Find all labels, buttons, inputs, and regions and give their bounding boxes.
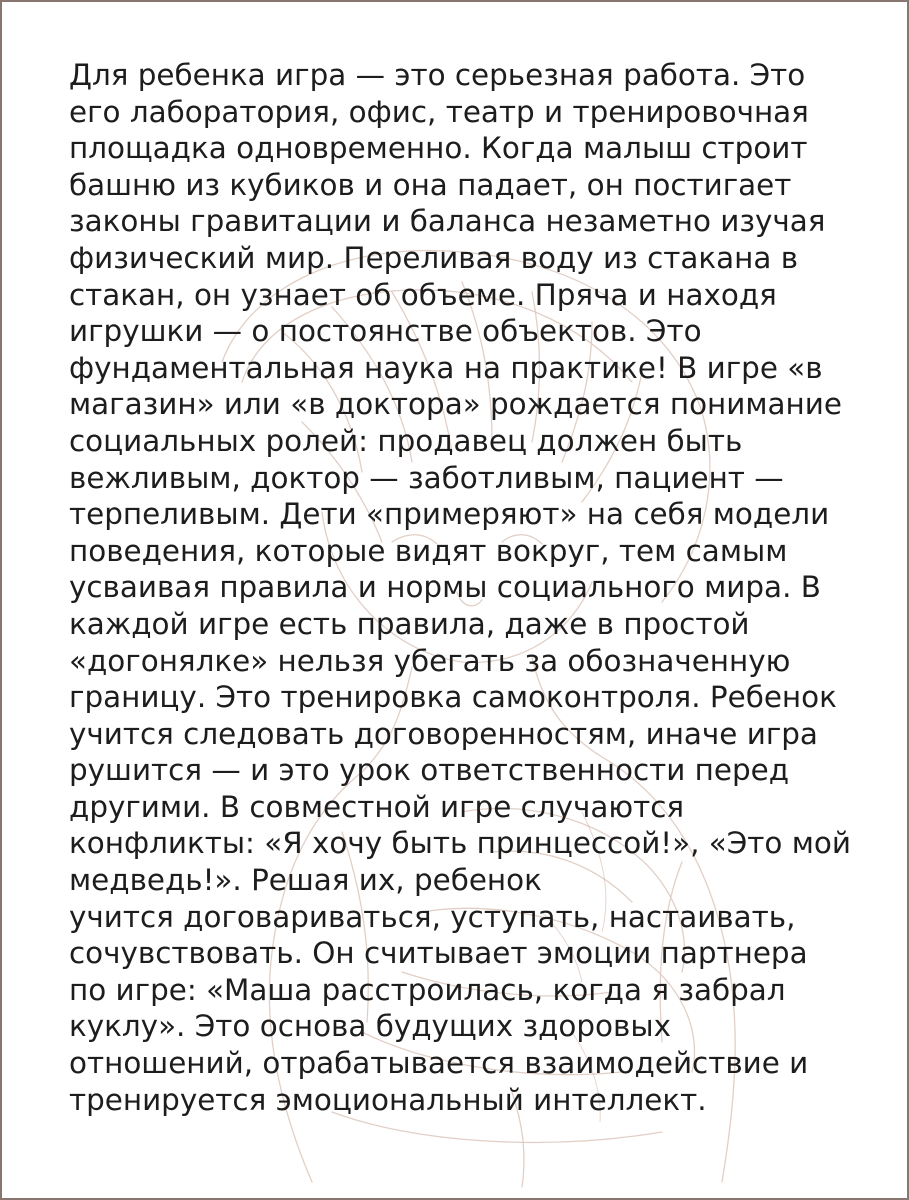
text-line: отношений, отрабатывается взаимодействие и bbox=[69, 1046, 809, 1081]
text-line: игрушки — о постоянстве объектов. Это bbox=[69, 314, 702, 349]
text-line: тренируется эмоциональный интеллект. bbox=[69, 1082, 707, 1117]
text-line: площадка одновременно. Когда малыш строит bbox=[69, 131, 808, 166]
text-line: «догонялке» нельзя убегать за обозначенную bbox=[69, 643, 791, 678]
text-line: социальных ролей: продавец должен быть bbox=[69, 423, 743, 458]
text-line: медведь!». Решая их, ребенок bbox=[69, 863, 542, 898]
text-line: каждой игре есть правила, даже в простой bbox=[69, 606, 750, 641]
text-line: рушится — и это урок ответственности перед bbox=[69, 753, 790, 788]
text-line: сочувствовать. Он считывает эмоции партнера bbox=[69, 936, 808, 971]
text-line: усваивая правила и нормы социального мира. В bbox=[69, 570, 821, 605]
text-line: Для ребенка игра — это серьезная работа. Это bbox=[69, 58, 806, 92]
text-line: границу. Это тренировка самоконтроля. Ребенок bbox=[69, 680, 837, 715]
text-line: его лаборатория, офис, театр и тренировочная bbox=[69, 94, 809, 129]
text-line: учится договариваться, уступать, настаивать, bbox=[69, 899, 796, 934]
text-line: другими. В совместной игре случаются bbox=[69, 789, 685, 824]
text-line: поведения, которые видят вокруг, тем самым bbox=[69, 533, 788, 568]
text-line: физический мир. Переливая воду из стакана в bbox=[69, 240, 799, 275]
text-line: вежливым, доктор — заботливым, пациент — bbox=[69, 460, 784, 495]
text-line: конфликты: «Я хочу быть принцессой!», «Это мой bbox=[69, 826, 851, 861]
text-line: терпеливым. Дети «примеряют» на себя модели bbox=[69, 497, 830, 532]
text-line: фундаментальная наука на практике! В игре «в bbox=[69, 350, 823, 385]
text-line: учится следовать договоренностям, иначе игра bbox=[69, 716, 818, 751]
text-line: магазин» или «в доктора» рождается понимание bbox=[69, 387, 842, 422]
text-line: стакан, он узнает об объеме. Пряча и находя bbox=[69, 277, 777, 312]
text-line: по игре: «Маша расстроилась, когда я забрал bbox=[69, 972, 786, 1007]
text-line: куклу». Это основа будущих здоровых bbox=[69, 1009, 671, 1044]
article-text bbox=[69, 57, 869, 1118]
text-line: башню из кубиков и она падает, он постигает bbox=[69, 167, 792, 202]
text-line: законы гравитации и баланса незаметно изучая bbox=[69, 204, 826, 239]
